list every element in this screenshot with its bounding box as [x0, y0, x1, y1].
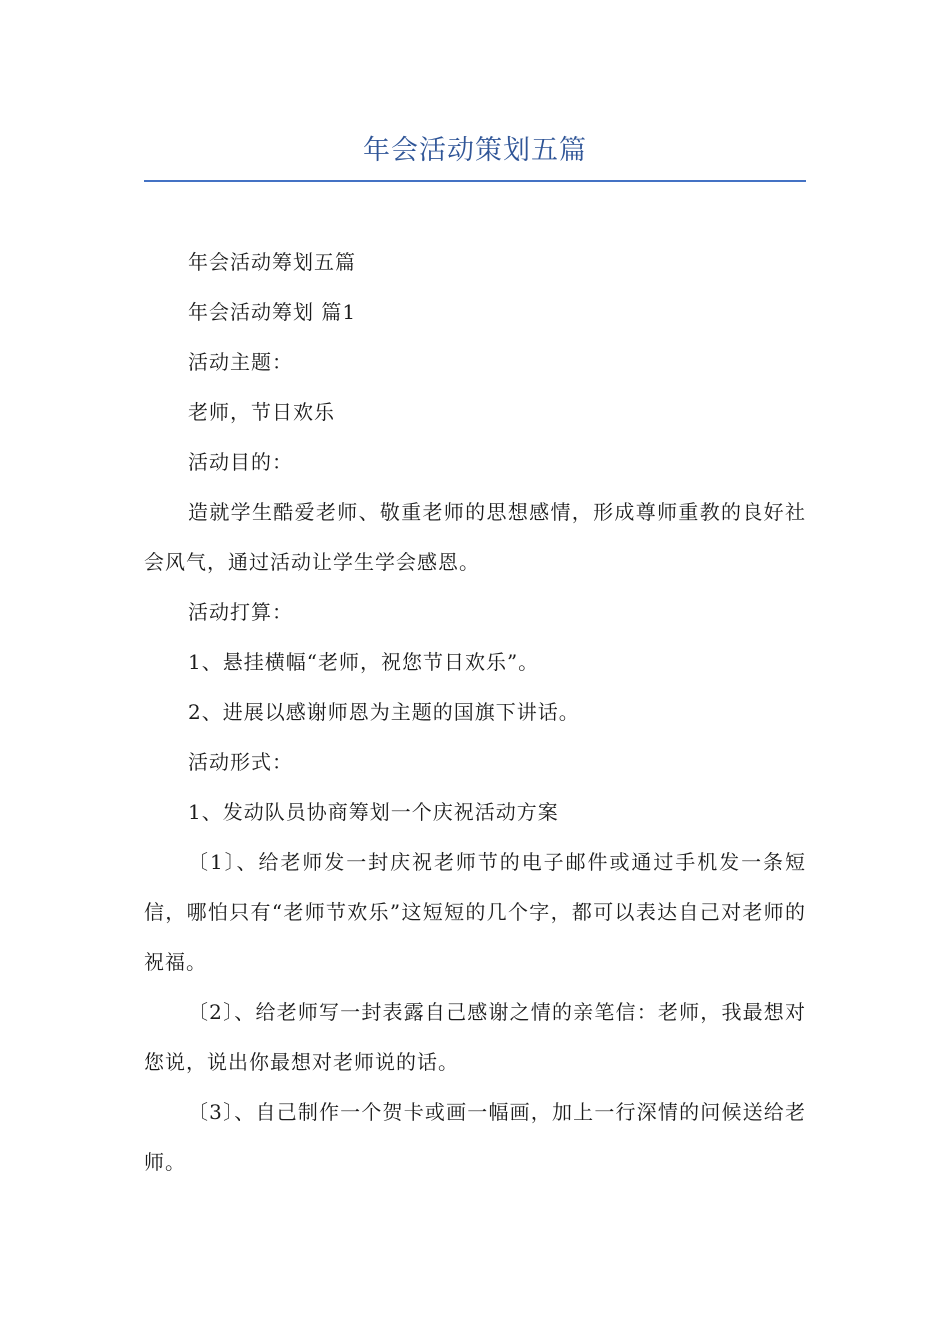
paragraph-subitem-1: 〔1〕、给老师发一封庆祝老师节的电子邮件或通过手机发一条短信，哪怕只有“老师节欢乐”这短短的几个字，都可以表达自己对老师的祝福。: [144, 850, 806, 974]
paragraph-format-label: 活动形式：: [188, 750, 293, 774]
paragraph-plan-label: 活动打算：: [188, 600, 293, 624]
paragraph-subtitle: 年会活动筹划五篇: [188, 250, 356, 274]
paragraph-subitem-2: 〔2〕、给老师写一封表露自己感谢之情的亲笔信：老师，我最想对您说，说出你最想对老师说的话。: [144, 1000, 806, 1074]
paragraph-purpose: 造就学生酷爱老师、敬重老师的思想感情，形成尊师重教的良好社会风气，通过活动让学生学会感恩。: [144, 500, 806, 574]
paragraph-section-heading: 年会活动筹划 篇1: [188, 300, 357, 324]
paragraph-subitem-3: 〔3〕、自己制作一个贺卡或画一幅画，加上一行深情的问候送给老师。: [144, 1100, 806, 1174]
paragraph-format-item-1: 1、发动队员协商筹划一个庆祝活动方案: [188, 800, 559, 824]
paragraph-plan-item-2: 2、进展以感谢师恩为主题的国旗下讲话。: [188, 700, 580, 724]
paragraph-purpose-label: 活动目的：: [188, 450, 293, 474]
document-title: 年会活动策划五篇: [363, 135, 587, 166]
paragraph-theme: 老师，节日欢乐: [188, 400, 335, 424]
document-body: [144, 237, 806, 1187]
paragraph-plan-item-1: 1、悬挂横幅“老师，祝您节日欢乐”。: [188, 650, 540, 674]
title-underline: [144, 180, 806, 182]
paragraph-theme-label: 活动主题：: [188, 350, 293, 374]
